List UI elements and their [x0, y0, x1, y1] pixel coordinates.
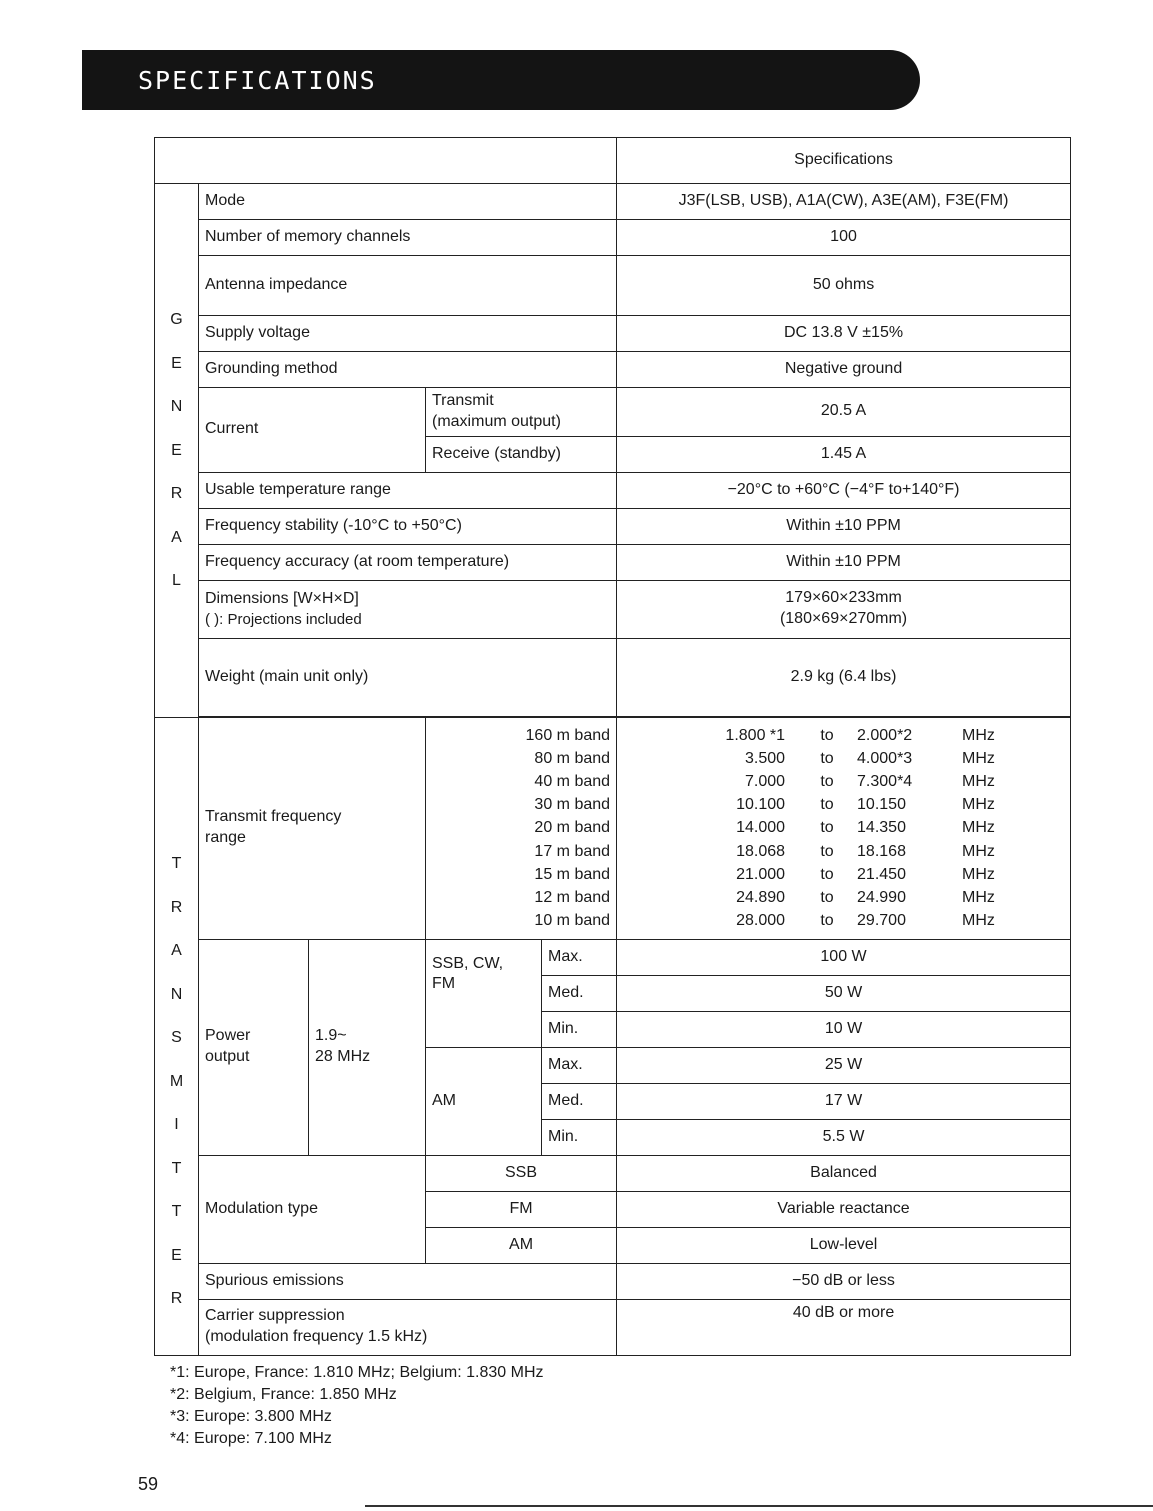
power-level: Max. — [542, 1047, 617, 1083]
carrier-value: 40 dB or more — [617, 1299, 1071, 1355]
band-label: 80 m band — [534, 749, 611, 767]
footnote: *4: Europe: 7.100 MHz — [170, 1430, 332, 1447]
stability-value: Within ±10 PPM — [617, 508, 1071, 544]
table-row — [155, 472, 1071, 508]
band-range-row: 28.000 to 29.700 MHz — [736, 912, 995, 930]
table-row — [155, 544, 1071, 580]
temp-label: Usable temperature range — [199, 472, 617, 508]
table-row — [155, 184, 1071, 220]
table-row — [155, 316, 1071, 352]
carrier-label: Carrier suppression (modulation frequency 1.5 kHz) — [199, 1299, 617, 1355]
table-row — [155, 1155, 1071, 1191]
power-range: 1.9~ 28 MHz — [309, 939, 426, 1155]
modulation-value: Balanced — [617, 1155, 1071, 1191]
band-label: 40 m band — [534, 773, 611, 791]
power-level: Min. — [542, 1011, 617, 1047]
specifications-table — [154, 137, 1071, 1356]
power-value: 5.5 W — [617, 1119, 1071, 1155]
table-row — [155, 256, 1071, 316]
power-value: 100 W — [617, 939, 1071, 975]
page-number: 59 — [138, 1474, 159, 1494]
band-ranges — [617, 717, 1071, 939]
column-header: Specifications — [617, 138, 1071, 184]
bottom-rule — [365, 1505, 1153, 1507]
antenna-value: 50 ohms — [617, 256, 1071, 316]
band-range-row: 3.500 to 4.000*3 MHz — [744, 749, 995, 767]
power-value: 10 W — [617, 1011, 1071, 1047]
power-am-label: AM — [426, 1047, 542, 1155]
dimensions-value: 179×60×233mm (180×69×270mm) — [617, 580, 1071, 638]
power-ssb-label: SSB, CW, FM — [426, 939, 542, 1047]
band-label: 17 m band — [534, 842, 611, 860]
modulation-value: Low-level — [617, 1227, 1071, 1263]
band-range-row: 7.000 to 7.300*4 MHz — [744, 773, 995, 791]
memory-label: Number of memory channels — [199, 220, 617, 256]
band-label: 160 m band — [525, 726, 611, 744]
spurious-label: Spurious emissions — [199, 1263, 617, 1299]
band-range-row: 14.000 to 14.350 MHz — [736, 819, 995, 837]
weight-label: Weight (main unit only) — [199, 638, 617, 716]
footnote: *1: Europe, France: 1.810 MHz; Belgium: 1.830 MHz — [170, 1364, 544, 1381]
band-range-row: 18.068 to 18.168 MHz — [736, 842, 995, 860]
current-receive-label: Receive (standby) — [426, 436, 617, 472]
table-row — [155, 717, 1071, 939]
footnote: *3: Europe: 3.800 MHz — [170, 1408, 332, 1425]
section-label-general: G E N E R A L — [155, 184, 199, 718]
band-list — [426, 717, 617, 939]
table-row — [155, 580, 1071, 638]
power-value: 50 W — [617, 975, 1071, 1011]
modulation-label: Modulation type — [199, 1155, 426, 1263]
antenna-label: Antenna impedance — [199, 256, 617, 316]
table-row — [155, 1263, 1071, 1299]
mode-value: J3F(LSB, USB), A1A(CW), A3E(AM), F3E(FM) — [617, 184, 1071, 220]
band-label: 30 m band — [534, 796, 611, 814]
power-level: Med. — [542, 1083, 617, 1119]
power-value: 25 W — [617, 1047, 1071, 1083]
band-range-row: 24.890 to 24.990 MHz — [736, 889, 995, 907]
mode-label: Mode — [199, 184, 617, 220]
band-label: 12 m band — [534, 889, 611, 907]
band-range-row: 1.800 *1 to 2.000*2 MHz — [725, 726, 995, 744]
table-header-row — [155, 138, 1071, 184]
band-range-row: 21.000 to 21.450 MHz — [736, 865, 995, 883]
power-level: Max. — [542, 939, 617, 975]
band-label: 10 m band — [534, 912, 611, 930]
spurious-value: −50 dB or less — [617, 1263, 1071, 1299]
freq-range-label: Transmit frequency range — [199, 717, 426, 939]
modulation-value: Variable reactance — [617, 1191, 1071, 1227]
page-title: SPECIFICATIONS — [138, 66, 377, 95]
footnotes — [170, 1362, 544, 1450]
weight-value: 2.9 kg (6.4 lbs) — [617, 638, 1071, 716]
table-row — [155, 220, 1071, 256]
current-receive-value: 1.45 A — [617, 436, 1071, 472]
stability-label: Frequency stability (-10°C to +50°C) — [199, 508, 617, 544]
power-level: Min. — [542, 1119, 617, 1155]
table-row — [155, 638, 1071, 716]
ground-label: Grounding method — [199, 352, 617, 388]
band-label: 20 m band — [534, 819, 611, 837]
table-row — [155, 508, 1071, 544]
band-label: 15 m band — [534, 865, 611, 883]
supply-value: DC 13.8 V ±15% — [617, 316, 1071, 352]
footnote: *2: Belgium, France: 1.850 MHz — [170, 1386, 397, 1403]
supply-label: Supply voltage — [199, 316, 617, 352]
power-label: Power output — [199, 939, 309, 1155]
table-row — [155, 352, 1071, 388]
band-range-row: 10.100 to 10.150 MHz — [736, 796, 995, 814]
table-row — [155, 939, 1071, 975]
accuracy-label: Frequency accuracy (at room temperature) — [199, 544, 617, 580]
dimensions-label: Dimensions [W×H×D] ( ): Projections included — [199, 580, 617, 638]
section-label-transmitter: T R A N S M I T T E R — [155, 717, 199, 1355]
current-transmit-value: 20.5 A — [617, 388, 1071, 437]
accuracy-value: Within ±10 PPM — [617, 544, 1071, 580]
modulation-type: AM — [426, 1227, 617, 1263]
ground-value: Negative ground — [617, 352, 1071, 388]
power-level: Med. — [542, 975, 617, 1011]
memory-value: 100 — [617, 220, 1071, 256]
current-transmit-label: Transmit (maximum output) — [426, 388, 617, 437]
table-row — [155, 1299, 1071, 1355]
current-label: Current — [199, 388, 426, 473]
modulation-type: SSB — [426, 1155, 617, 1191]
power-value: 17 W — [617, 1083, 1071, 1119]
modulation-type: FM — [426, 1191, 617, 1227]
temp-value: −20°C to +60°C (−4°F to+140°F) — [617, 472, 1071, 508]
table-row — [155, 388, 1071, 437]
